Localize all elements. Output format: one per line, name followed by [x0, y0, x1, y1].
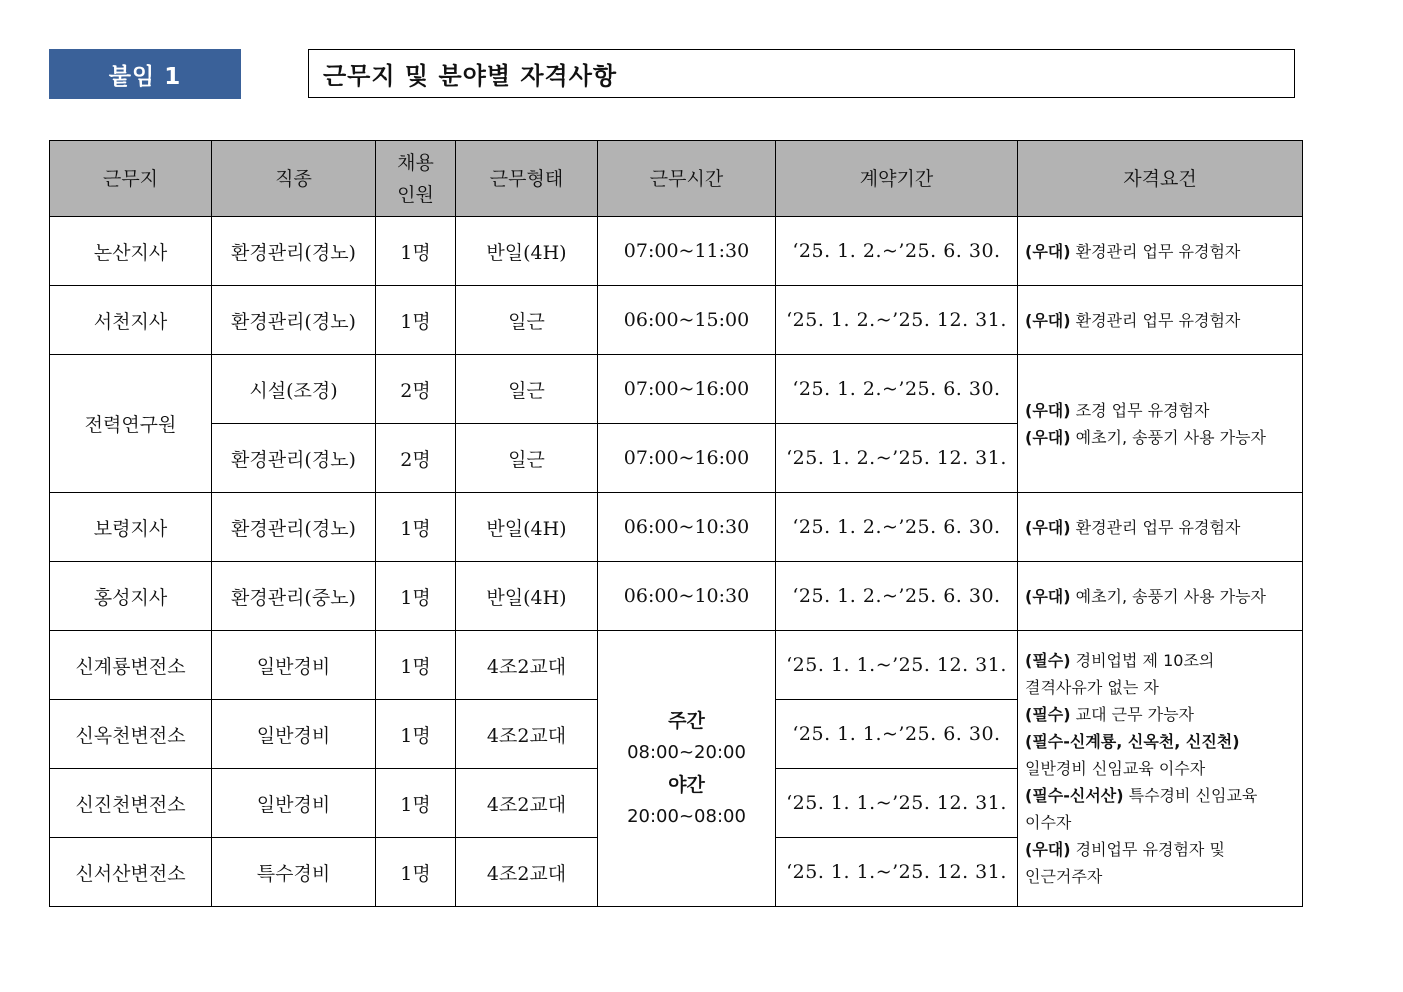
req-line: [1025, 701, 1302, 728]
table-row: [50, 286, 1303, 355]
col-header-count: [376, 141, 456, 217]
page-title-text: 근무지 및 분야별 자격사항: [323, 62, 618, 90]
cell-job: 시설(조경): [212, 355, 376, 424]
cell-period: ‘25. 1. 2.~’25. 6. 30.: [776, 493, 1018, 562]
req-text: 결격사유가 없는 자: [1025, 678, 1159, 697]
cell-hours: 07:00~16:00: [598, 355, 776, 424]
req-tag: (우대): [1025, 427, 1071, 447]
cell-hours: 07:00~11:30: [598, 217, 776, 286]
cell-count: 1명: [376, 631, 456, 700]
cell-hours: 06:00~10:30: [598, 493, 776, 562]
cell-requirements-security: [1018, 631, 1303, 907]
req-line: [1025, 674, 1302, 701]
day-shift-time: 08:00~20:00: [627, 741, 746, 763]
req-tag: (필수): [1025, 705, 1071, 724]
cell-job: 특수경비: [212, 838, 376, 907]
req-tag: (필수-신계룡, 신옥천, 신진천): [1025, 732, 1240, 751]
cell-site: 서천지사: [50, 286, 212, 355]
req-tag: (우대): [1025, 241, 1071, 261]
attachment-tag: [49, 49, 241, 99]
cell-type: 4조2교대: [456, 700, 598, 769]
cell-site: 논산지사: [50, 217, 212, 286]
req-text: 예초기, 송풍기 사용 가능자: [1070, 427, 1266, 447]
req-tag: (우대): [1025, 840, 1071, 859]
req-text: 환경관리 업무 유경험자: [1070, 241, 1241, 261]
cell-type: 일근: [456, 355, 598, 424]
req-line: [1025, 755, 1302, 782]
cell-requirements: [1018, 217, 1303, 286]
cell-site: 전력연구원: [50, 355, 212, 493]
req-text: 환경관리 업무 유경험자: [1070, 517, 1241, 537]
cell-count: 1명: [376, 562, 456, 631]
cell-count: 1명: [376, 286, 456, 355]
cell-site: 신옥천변전소: [50, 700, 212, 769]
cell-period: ‘25. 1. 1.~’25. 6. 30.: [776, 700, 1018, 769]
cell-type: 4조2교대: [456, 769, 598, 838]
req-line: [1025, 809, 1302, 836]
req-text: 이수자: [1025, 813, 1072, 832]
cell-type: 4조2교대: [456, 631, 598, 700]
req-line: [1025, 424, 1302, 451]
req-tag: (우대): [1025, 586, 1071, 606]
col-header-period: 계약기간: [776, 141, 1018, 217]
table-row: [50, 562, 1303, 631]
cell-count: 1명: [376, 217, 456, 286]
req-text: 일반경비 신임교육 이수자: [1025, 759, 1206, 778]
cell-period: ‘25. 1. 2.~’25. 6. 30.: [776, 355, 1018, 424]
qualification-table: [49, 140, 1303, 907]
req-tag: (우대): [1025, 517, 1071, 537]
cell-site: 보령지사: [50, 493, 212, 562]
req-text: 환경관리 업무 유경험자: [1070, 310, 1241, 330]
req-line: [1025, 647, 1302, 674]
cell-hours: 06:00~15:00: [598, 286, 776, 355]
cell-site: 홍성지사: [50, 562, 212, 631]
cell-count: 1명: [376, 493, 456, 562]
cell-count: 2명: [376, 355, 456, 424]
cell-site: 신계룡변전소: [50, 631, 212, 700]
page-title: [308, 49, 1295, 98]
req-tag: (우대): [1025, 400, 1071, 420]
cell-type: 반일(4H): [456, 217, 598, 286]
cell-period: ‘25. 1. 2.~’25. 12. 31.: [776, 424, 1018, 493]
cell-job: 환경관리(경노): [212, 217, 376, 286]
table-row: [50, 355, 1303, 424]
cell-job: 환경관리(경노): [212, 424, 376, 493]
night-shift-label: 야간: [668, 773, 705, 796]
req-line: [1025, 397, 1302, 424]
cell-requirements: [1018, 286, 1303, 355]
cell-count: 1명: [376, 700, 456, 769]
cell-job: 일반경비: [212, 631, 376, 700]
col-header-count-text: 채용 인원: [397, 151, 434, 206]
cell-count: 1명: [376, 769, 456, 838]
table-row: [50, 493, 1303, 562]
cell-job: 환경관리(중노): [212, 562, 376, 631]
req-text: 특수경비 신임교육: [1123, 786, 1258, 805]
cell-job: 일반경비: [212, 700, 376, 769]
cell-site: 신서산변전소: [50, 838, 212, 907]
req-line: [1025, 863, 1302, 890]
cell-hours: 06:00~10:30: [598, 562, 776, 631]
cell-job: 환경관리(경노): [212, 286, 376, 355]
cell-requirements: [1018, 562, 1303, 631]
table-header-row: [50, 141, 1303, 217]
cell-site: 신진천변전소: [50, 769, 212, 838]
cell-hours: 07:00~16:00: [598, 424, 776, 493]
req-line: [1025, 728, 1302, 755]
req-line: [1025, 836, 1302, 863]
cell-count: 2명: [376, 424, 456, 493]
cell-type: 일근: [456, 424, 598, 493]
col-header-requirements: 자격요건: [1018, 141, 1303, 217]
night-shift-time: 20:00~08:00: [627, 805, 746, 827]
cell-period: ‘25. 1. 2.~’25. 12. 31.: [776, 286, 1018, 355]
cell-type: 반일(4H): [456, 562, 598, 631]
cell-type: 4조2교대: [456, 838, 598, 907]
req-text: 예초기, 송풍기 사용 가능자: [1070, 586, 1266, 606]
req-text: 경비업무 유경험자 및: [1070, 840, 1225, 859]
table-row: [50, 217, 1303, 286]
col-header-job: 직종: [212, 141, 376, 217]
col-header-hours: 근무시간: [598, 141, 776, 217]
attachment-tag-label: 붙임 1: [108, 63, 182, 90]
cell-period: ‘25. 1. 1.~’25. 12. 31.: [776, 769, 1018, 838]
cell-count: 1명: [376, 838, 456, 907]
shift-block: [598, 705, 775, 833]
cell-job: 환경관리(경노): [212, 493, 376, 562]
req-text: 인근거주자: [1025, 867, 1103, 886]
cell-requirements: [1018, 355, 1303, 493]
req-text: 조경 업무 유경험자: [1070, 400, 1210, 420]
cell-shift-hours: [598, 631, 776, 907]
cell-type: 일근: [456, 286, 598, 355]
req-text: 경비업법 제 10조의: [1070, 651, 1215, 670]
day-shift-label: 주간: [668, 709, 705, 732]
cell-period: ‘25. 1. 2.~’25. 6. 30.: [776, 562, 1018, 631]
cell-job: 일반경비: [212, 769, 376, 838]
cell-type: 반일(4H): [456, 493, 598, 562]
table-row: [50, 631, 1303, 700]
req-tag: (우대): [1025, 310, 1071, 330]
cell-period: ‘25. 1. 1.~’25. 12. 31.: [776, 838, 1018, 907]
col-header-type: 근무형태: [456, 141, 598, 217]
col-header-site: 근무지: [50, 141, 212, 217]
cell-period: ‘25. 1. 1.~’25. 12. 31.: [776, 631, 1018, 700]
req-line: [1025, 782, 1302, 809]
cell-requirements: [1018, 493, 1303, 562]
req-tag: (필수): [1025, 651, 1071, 670]
cell-period: ‘25. 1. 2.~’25. 6. 30.: [776, 217, 1018, 286]
req-tag: (필수-신서산): [1025, 786, 1124, 805]
req-text: 교대 근무 가능자: [1070, 705, 1194, 724]
